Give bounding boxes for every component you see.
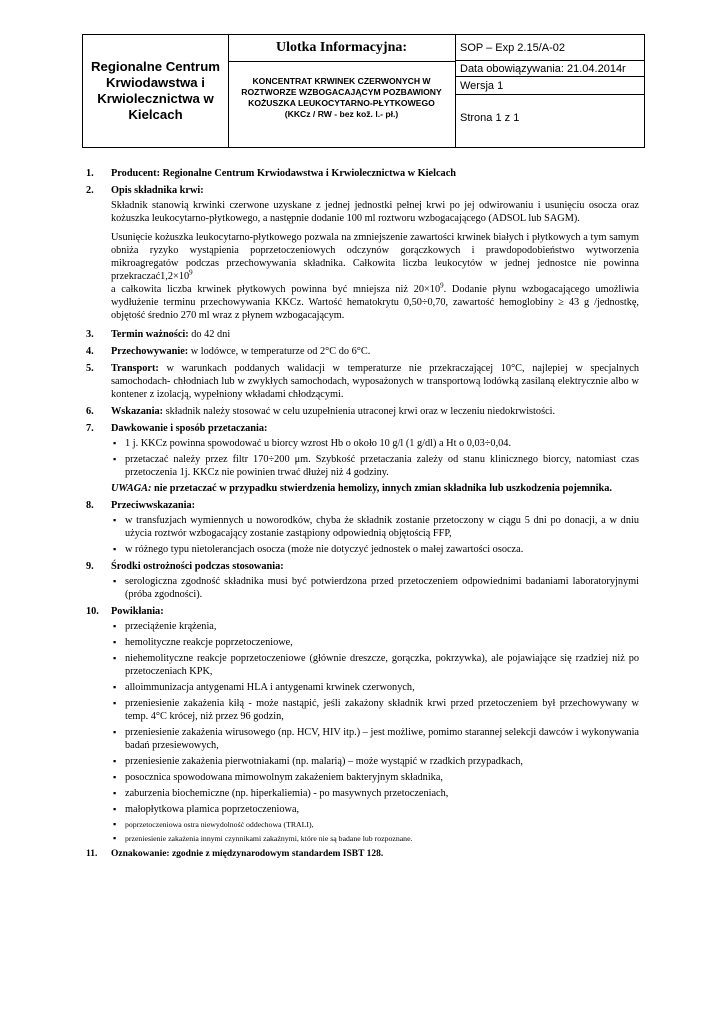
section-dosage bbox=[86, 422, 639, 495]
section-expiry bbox=[86, 328, 639, 341]
document-body bbox=[86, 167, 639, 865]
text: a całkowita liczba krwinek płytkowych powinna być mniejsza niż 20×10 bbox=[111, 284, 441, 295]
section-text: Producent: Regionalne Centrum Krwiodawstwa i Krwiolecznictwa w Kielcach bbox=[111, 168, 456, 179]
section-number: 10. bbox=[86, 606, 99, 617]
bullet-list bbox=[111, 620, 639, 844]
list-item: ▪ niehemolityczne reakcje poprzetoczeniowe (głównie dreszcze, gorączka, pokrzywka), ale pojawiające się rzadziej niż po przetoczeniach KPK, bbox=[111, 652, 639, 678]
list-item: ▪ zaburzenia biochemiczne (np. hiperkaliemia) - po masywnych przetoczeniach, bbox=[111, 787, 639, 800]
list-item: ▪ małopłytkowa plamica poprzetoczeniowa, bbox=[111, 803, 639, 816]
list-item: ▪ hemolityczne reakcje poprzetoczeniowe, bbox=[111, 636, 639, 649]
list-item: ▪ posocznica spowodowana mimowolnym zakażeniem bakteryjnym składnika, bbox=[111, 771, 639, 784]
section-number: 7. bbox=[86, 423, 94, 434]
product-name bbox=[228, 62, 455, 120]
section-title: Termin ważności: bbox=[111, 329, 189, 340]
section-description bbox=[86, 184, 639, 322]
section-text: do 42 dni bbox=[188, 329, 231, 340]
section-text: Oznakowanie: zgodnie z międzynarodowym standardem ISBT 128. bbox=[111, 849, 384, 859]
text: . Dodanie płynu wzbogacającego umożliwia wydłużenie terminu przechowywania KKCz. Wartość hematokrytu 0,50÷0,70, zawartość hemoglobiny ≥ 43 g /jednostkę, objętość średnio 270 ml wraz z płynem wzbogacającym. bbox=[111, 284, 639, 321]
paragraph bbox=[111, 231, 639, 322]
list-item: ▪ alloimmunizacja antygenami HLA i antygenami krwinek czerwonych, bbox=[111, 681, 639, 694]
warning-note bbox=[111, 482, 639, 495]
meta-cell bbox=[455, 35, 644, 147]
effective-date: Data obowiązywania: 21.04.2014r bbox=[455, 61, 644, 77]
section-producer bbox=[86, 167, 639, 180]
section-contraindications bbox=[86, 499, 639, 556]
product-code: (KKCz / RW - bez kož. l.- pł.) bbox=[284, 109, 399, 119]
section-number: 6. bbox=[86, 406, 94, 417]
page-number: Strona 1 z 1 bbox=[460, 112, 520, 124]
section-text: składnik należy stosować w celu uzupełnienia utraconej krwi oraz w leczeniu niedokrwistości. bbox=[163, 406, 556, 417]
doc-title: Ulotka Informacyjna: bbox=[228, 35, 455, 62]
section-title: Opis składnika krwi: bbox=[111, 185, 204, 196]
list-item: ▪ przeniesienie zakażenia wirusowego (np. HCV, HIV itp.) – jest możliwe, pomimo starannej selekcji dawców i wykonywania badań przesiewowych, bbox=[111, 726, 639, 752]
section-number: 3. bbox=[86, 329, 94, 340]
section-indications bbox=[86, 405, 639, 418]
list-item: ▪ poprzetoczeniowa ostra niewydolność oddechowa (TRALI), bbox=[111, 819, 639, 830]
bullet-list bbox=[111, 514, 639, 556]
bullet-list bbox=[111, 575, 639, 601]
section-text: w lodówce, w temperaturze od 2°C do 6°C. bbox=[188, 346, 371, 357]
superscript: 9 bbox=[440, 281, 444, 290]
section-title: Środki ostrożności podczas stosowania: bbox=[111, 561, 284, 572]
list-item: ▪ przeniesienie zakażenia pierwotniakami (np. malarią) – może wystąpić w rzadkich przypadkach, bbox=[111, 755, 639, 768]
list-item: ▪ serologiczna zgodność składnika musi być potwierdzona przed przetoczeniem odpowiednimi badaniami laboratoryjnymi (próba zgodności). bbox=[111, 575, 639, 601]
section-title: Transport: bbox=[111, 363, 159, 374]
section-complications bbox=[86, 605, 639, 844]
list-item: ▪ przeniesienie zakażenia kiłą - może nastąpić, jeśli zakażony składnik krwi przed przetoczeniem był przechowywany w temp. 4°C krócej, niż przez 96 godzin, bbox=[111, 697, 639, 723]
list-item: ▪ przetaczać należy przez filtr 170÷200 μm. Szybkość przetaczania zależy od stanu klinicznego biorcy, natomiast czas przetoczenia 1j. KKCz nie powinien trwać dłużej niż 4 godziny. bbox=[111, 453, 639, 479]
list-item: ▪ przeciążenie krążenia, bbox=[111, 620, 639, 633]
bullet-list bbox=[111, 437, 639, 479]
version: Wersja 1 bbox=[455, 77, 644, 95]
sop-code: SOP – Exp 2.15/A-02 bbox=[455, 35, 644, 61]
section-transport bbox=[86, 362, 639, 401]
text: Usunięcie kożuszka leukocytarno-płytkowego pozwala na zmniejszenie zawartości krwinek białych i płytkowych a tym samym obniża ryzyko wystąpienia poprzetoczeniowych odczynów gorączkowych i prawdopodobieństwo wytworzenia mikroagregatów podczas przechowywania składnika. Całkowita liczba leukocytów w jednej jednostce nie powinna przekraczać1,2×10 bbox=[111, 232, 639, 282]
section-number: 4. bbox=[86, 346, 94, 357]
list-item: ▪ 1 j. KKCz powinna spowodować u biorcy wzrost Hb o około 10 g/l (1 g/dl) a Ht o 0,03÷0,04. bbox=[111, 437, 639, 450]
section-storage bbox=[86, 345, 639, 358]
section-number: 11. bbox=[86, 849, 98, 859]
section-title: Powikłania: bbox=[111, 606, 164, 617]
section-text: w warunkach poddanych walidacji w temperaturze nie przekraczającej 10°C, najlepiej w specjalnych samochodach- chłodniach lub w zwykłych samochodach, wyposażonych w transportową lodówką zasilaną elektrycznie albo w kontener z izolacją, wypełniony wkładami chłodzącymi. bbox=[111, 363, 639, 400]
superscript: 9 bbox=[189, 268, 193, 277]
section-number: 9. bbox=[86, 561, 94, 572]
paragraph: Składnik stanowią krwinki czerwone uzyskane z jednej jednostki pełnej krwi po jej odwirowaniu i usunięciu osocza oraz kożuszka leukocytarno-płytkowego, a następnie dodanie 100 ml roztworu wzbogacającego (ADSOL lub SAGM). bbox=[111, 200, 639, 224]
organization-name: Regionalne Centrum Krwiodawstwa i Krwiolecznictwa w Kielcach bbox=[83, 35, 229, 147]
section-number: 8. bbox=[86, 500, 94, 511]
section-title: Przeciwwskazania: bbox=[111, 500, 196, 511]
title-cell bbox=[228, 35, 456, 147]
header-table bbox=[82, 34, 645, 148]
list-item: ▪ w różnego typu nietolerancjach osocza (może nie dotyczyć jednostek o małej zawartości osocza. bbox=[111, 543, 639, 556]
section-title: Przechowywanie: bbox=[111, 346, 189, 357]
section-precautions bbox=[86, 560, 639, 601]
section-number: 2. bbox=[86, 185, 94, 196]
list-item: ▪ w transfuzjach wymiennych u noworodków, chyba że składnik zostanie przetoczony w ciągu 5 dni po donacji, a w dniu użycia roztwór wzbogacający zostanie zastąpiony odpowiednią objętością FFP, bbox=[111, 514, 639, 540]
section-labeling bbox=[86, 848, 639, 861]
warning-label: UWAGA: bbox=[111, 483, 152, 494]
section-title: Wskazania: bbox=[111, 406, 164, 417]
section-number: 1. bbox=[86, 168, 94, 179]
list-item: ▪ przeniesienie zakażenia innymi czynnikami zakaźnymi, które nie są badane lub rozpoznane. bbox=[111, 833, 639, 844]
section-title: Dawkowanie i sposób przetaczania: bbox=[111, 423, 268, 434]
product-description: KONCENTRAT KRWINEK CZERWONYCH W ROZTWORZE WZBOGACAJĄCYM POZBAWIONY KOŻUSZKA LEUKOCYTARNO-PŁYTKOWEGO bbox=[241, 76, 442, 108]
warning-text: nie przetaczać w przypadku stwierdzenia hemolizy, innych zmian składnika lub uszkodzenia pojemnika. bbox=[151, 483, 612, 494]
section-number: 5. bbox=[86, 363, 94, 374]
